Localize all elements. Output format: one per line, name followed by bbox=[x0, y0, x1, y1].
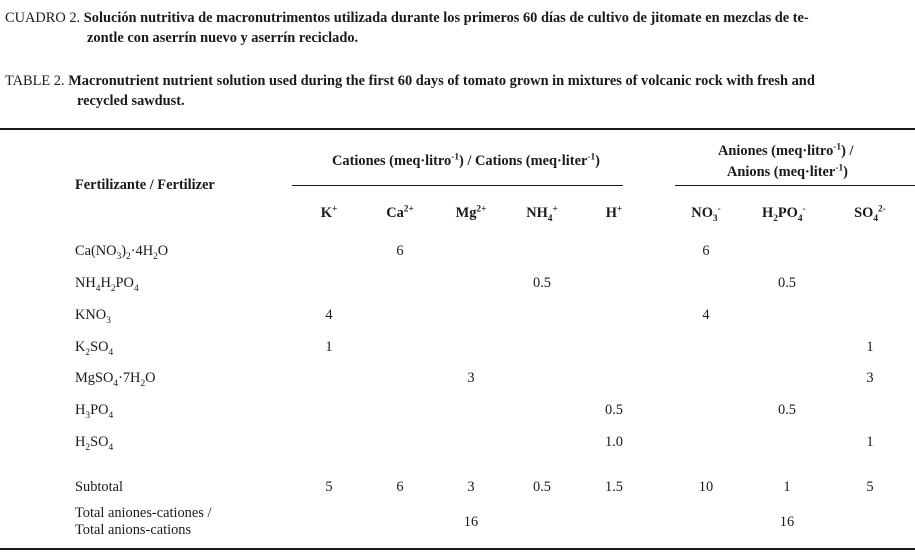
col-nh4-base: NH bbox=[526, 205, 548, 221]
subtotal-ca: 6 bbox=[396, 479, 404, 495]
subtotal-h: 1.5 bbox=[605, 479, 623, 495]
row-label-sulfuric-acid: $H_2SO_4$ bbox=[75, 434, 114, 454]
header-anions-l1-text-b: ) / bbox=[841, 143, 854, 159]
caption-spanish-line2: zontle con aserrín nuevo y aserrín reciclado. bbox=[87, 30, 359, 46]
header-anions-line2 bbox=[727, 163, 848, 181]
col-header-no3 bbox=[676, 204, 736, 225]
header-cations-text-c: ) bbox=[595, 153, 600, 169]
col-nh4-sup: + bbox=[552, 204, 558, 215]
cell-mgso4-mg: 3 bbox=[467, 370, 475, 386]
row-label-phosphoric-acid: $H_3PO_4$ bbox=[75, 402, 114, 422]
header-anions-l2-text-a: Anions (meq·liter bbox=[727, 164, 836, 180]
header-anions-l2-text-b: ) bbox=[843, 164, 848, 180]
col-k-sup: + bbox=[331, 204, 338, 215]
col-header-nh4 bbox=[512, 204, 572, 225]
col-header-mg bbox=[441, 204, 501, 222]
col-h2po4-sub2: 4 bbox=[797, 214, 803, 225]
col-ca-base: Ca bbox=[386, 205, 404, 221]
col-header-so4 bbox=[840, 204, 900, 225]
col-ca-sup: 2+ bbox=[403, 204, 414, 215]
caption-spanish bbox=[5, 8, 910, 48]
row-label-potassium-sulfate: $K_2SO_4$ bbox=[75, 339, 114, 359]
col-mg-sup: 2+ bbox=[476, 204, 487, 215]
total-cations: 16 bbox=[463, 514, 479, 530]
cell-h2so4-h: 1.0 bbox=[605, 434, 623, 450]
cations-group-rule bbox=[292, 185, 623, 186]
cell-caNO3-ca: 6 bbox=[396, 243, 404, 259]
cell-h3po4-h: 0.5 bbox=[605, 402, 623, 418]
header-cations-text-a: Cationes (meq·litro bbox=[332, 153, 452, 169]
caption-spanish-lead: CUADRO 2. bbox=[5, 10, 81, 26]
col-header-h2po4 bbox=[762, 204, 806, 225]
col-h-base: H bbox=[605, 205, 617, 221]
subtotal-so4: 5 bbox=[866, 479, 874, 495]
col-so4-sup: 2- bbox=[878, 204, 886, 215]
header-anions-l1-text-a: Aniones (meq·litro bbox=[718, 143, 834, 159]
caption-english-lead: TABLE 2. bbox=[5, 73, 65, 89]
header-anions-l2-sup: -1 bbox=[835, 163, 844, 174]
row-label-magnesium-sulfate: $MgSO_4\cdot 7H_2O$ bbox=[75, 370, 156, 390]
subtotal-mg: 3 bbox=[467, 479, 475, 495]
col-header-k bbox=[299, 204, 359, 222]
col-no3-base: NO bbox=[691, 205, 713, 221]
col-k-base: K bbox=[320, 205, 332, 221]
cell-nh4h2po4-nh4: 0.5 bbox=[533, 275, 551, 291]
subtotal-k: 5 bbox=[325, 479, 333, 495]
cell-kno3-no3: 4 bbox=[702, 307, 710, 323]
col-h2po4-sub1: 2 bbox=[773, 214, 778, 225]
total-label-line2: Total anions-cations bbox=[75, 522, 192, 538]
header-cations-sup-a: -1 bbox=[451, 152, 460, 163]
table-top-rule bbox=[0, 128, 915, 130]
col-h2po4-a: H bbox=[762, 205, 774, 221]
col-h-sup: + bbox=[616, 204, 623, 215]
cell-mgso4-so4: 3 bbox=[866, 370, 874, 386]
col-no3-sub: 3 bbox=[712, 214, 718, 225]
caption-spanish-line1: Solución nutritiva de macronutrimentos utilizada durante los primeros 60 días de cultivo de jitomate en mezclas de te- bbox=[83, 10, 809, 26]
header-cations-sup-b: -1 bbox=[587, 152, 596, 163]
header-cations bbox=[332, 152, 600, 170]
col-so4-sub: 4 bbox=[873, 214, 879, 225]
col-h2po4-sup: - bbox=[802, 204, 806, 215]
cell-h2so4-so4: 1 bbox=[866, 434, 874, 450]
caption-english-line2: recycled sawdust. bbox=[77, 93, 185, 109]
subtotal-nh4: 0.5 bbox=[533, 479, 551, 495]
row-label-calcium-nitrate: $Ca(NO_3)_2\cdot 4H_2O$ bbox=[75, 243, 169, 263]
anions-group-rule bbox=[675, 185, 915, 186]
cell-nh4h2po4-h2po4: 0.5 bbox=[778, 275, 796, 291]
cell-kno3-k: 4 bbox=[325, 307, 333, 323]
subtotal-no3: 10 bbox=[698, 479, 714, 495]
header-anions-l1-sup: -1 bbox=[833, 142, 842, 153]
cell-k2so4-so4: 1 bbox=[866, 339, 874, 355]
caption-english-line1: Macronutrient nutrient solution used during the first 60 days of tomato grown in mixtures of volcanic rock with fresh and bbox=[68, 73, 815, 89]
table-bottom-rule bbox=[0, 548, 915, 550]
subtotal-label: Subtotal bbox=[75, 479, 123, 495]
total-anions: 16 bbox=[779, 514, 795, 530]
cell-caNO3-no3: 6 bbox=[702, 243, 710, 259]
header-fertilizer: Fertilizante / Fertilizer bbox=[75, 177, 215, 193]
header-anions-line1 bbox=[718, 142, 853, 160]
col-header-h bbox=[584, 204, 644, 222]
caption-english bbox=[5, 71, 910, 111]
col-h2po4-b: PO bbox=[777, 205, 798, 221]
cell-h3po4-h2po4: 0.5 bbox=[778, 402, 796, 418]
subtotal-h2po4: 1 bbox=[783, 479, 791, 495]
col-header-ca bbox=[370, 204, 430, 222]
row-label-potassium-nitrate: $KNO_3$ bbox=[75, 307, 111, 327]
col-so4-base: SO bbox=[854, 205, 874, 221]
cell-k2so4-k: 1 bbox=[325, 339, 333, 355]
header-cations-text-b: ) / Cations (meq·liter bbox=[459, 153, 588, 169]
row-label-ammonium-phosphate: $NH_4H_2PO_4$ bbox=[75, 275, 139, 295]
col-mg-base: Mg bbox=[455, 205, 477, 221]
col-no3-sup: - bbox=[717, 204, 721, 215]
col-nh4-sub: 4 bbox=[547, 214, 553, 225]
total-label-line1: Total aniones-cationes / bbox=[75, 505, 212, 521]
